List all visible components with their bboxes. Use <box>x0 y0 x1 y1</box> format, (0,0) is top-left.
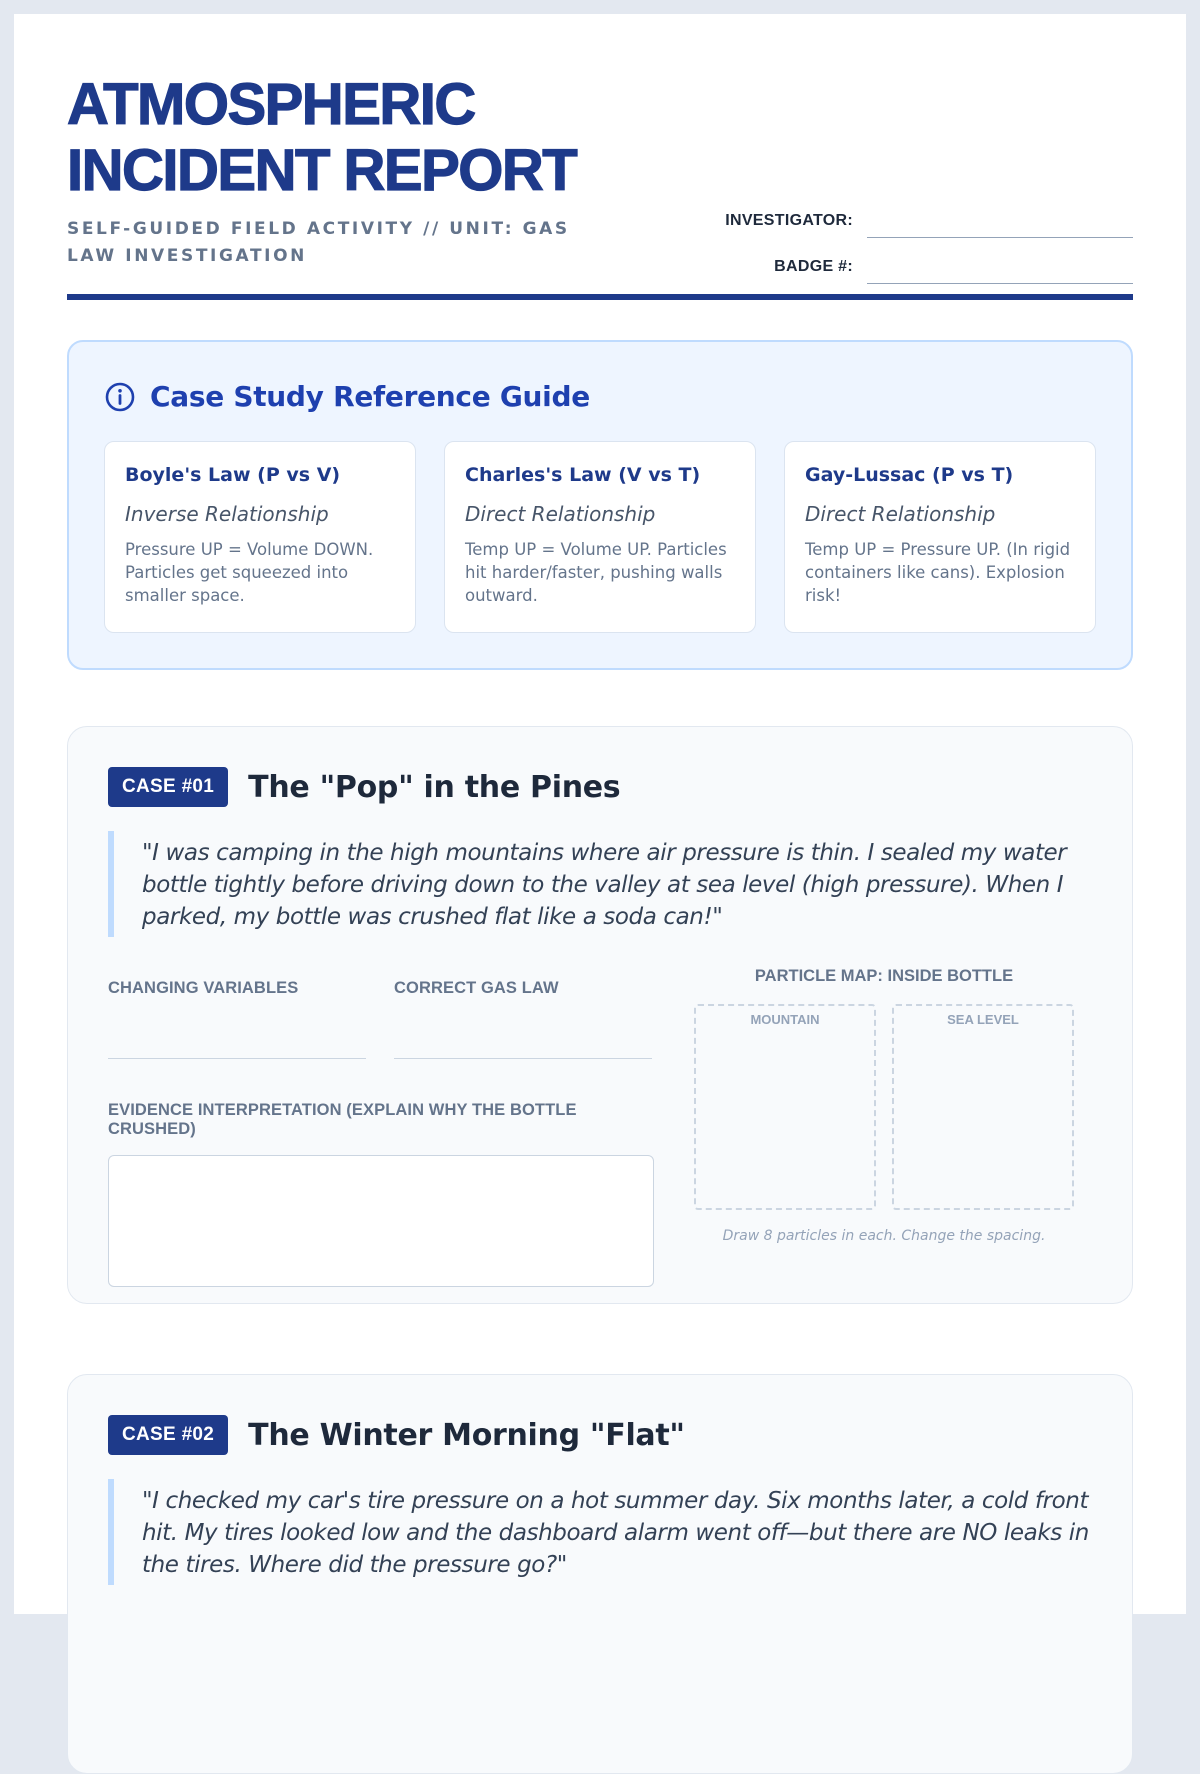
changing-variables-column <box>108 979 366 1059</box>
law-card-boyle <box>104 441 416 633</box>
particle-map-title: PARTICLE MAP: INSIDE BOTTLE <box>754 967 1014 985</box>
law-description: Pressure UP = Volume DOWN. Particles get squeezed into smaller space. <box>125 540 374 605</box>
analysis-section <box>108 967 654 1287</box>
reference-guide-title: Case Study Reference Guide <box>150 380 590 413</box>
reference-guide-header <box>104 380 1096 413</box>
report-title-line-1: ATMOSPHERIC <box>67 72 475 137</box>
law-relationship: Inverse Relationship <box>125 502 329 526</box>
case-card-02 <box>67 1374 1133 1774</box>
report-title <box>67 72 1133 204</box>
case-work-area <box>108 967 1092 1287</box>
worksheet-page <box>14 14 1186 1614</box>
evidence-interpretation-field[interactable] <box>108 1155 654 1287</box>
map-box-label: SEA LEVEL <box>947 1012 1019 1027</box>
identity-fields <box>723 192 1133 284</box>
correct-law-column <box>394 979 652 1059</box>
header-divider <box>67 294 1133 300</box>
badge-number-field[interactable] <box>867 253 1133 284</box>
case-number-badge: CASE #02 <box>108 1415 228 1455</box>
map-box-label: MOUNTAIN <box>750 1012 820 1027</box>
law-description: Temp UP = Pressure UP. (In rigid containers like cans). Explosion risk! <box>805 540 1071 605</box>
reference-guide <box>67 340 1133 670</box>
case-title: The "Pop" in the Pines <box>248 769 621 805</box>
case-card-01 <box>67 726 1133 1304</box>
variable-fields-row <box>108 979 654 1059</box>
particle-map-boxes <box>694 1004 1074 1210</box>
law-relationship: Direct Relationship <box>465 502 656 526</box>
badge-field-row <box>723 238 1133 284</box>
law-cards <box>104 441 1096 633</box>
particle-map-sea-level-box[interactable] <box>892 1004 1074 1210</box>
changing-variables-label: CHANGING VARIABLES <box>108 979 299 997</box>
investigator-label: INVESTIGATOR: <box>725 212 853 229</box>
report-title-line-2: INCIDENT REPORT <box>67 138 577 203</box>
case-title: The Winter Morning "Flat" <box>248 1417 685 1453</box>
correct-gas-law-label: CORRECT GAS LAW <box>394 979 559 997</box>
evidence-interpretation-label: EVIDENCE INTERPRETATION (EXPLAIN WHY THE BOTTLE CRUSHED) <box>108 1101 577 1138</box>
particle-map-section <box>694 967 1074 1287</box>
report-header <box>67 72 1133 294</box>
particle-map-instructions: Draw 8 particles in each. Change the spacing. <box>722 1228 1046 1244</box>
law-name: Boyle's Law (P vs V) <box>125 464 341 486</box>
investigator-field[interactable] <box>867 207 1133 238</box>
info-icon <box>104 381 136 413</box>
law-description: Temp UP = Volume UP. Particles hit harder/faster, pushing walls outward. <box>465 540 727 605</box>
law-card-gay-lussac <box>784 441 1096 633</box>
case-header <box>108 1415 1092 1455</box>
correct-gas-law-field[interactable] <box>394 998 652 1059</box>
particle-map-mountain-box[interactable] <box>694 1004 876 1210</box>
report-subtitle: SELF-GUIDED FIELD ACTIVITY // UNIT: GAS LAW INVESTIGATION <box>67 219 570 266</box>
law-card-charles <box>444 441 756 633</box>
law-relationship: Direct Relationship <box>805 502 996 526</box>
law-name: Gay-Lussac (P vs T) <box>805 464 1014 486</box>
investigator-field-row <box>723 192 1133 238</box>
case-testimony-quote: "I was camping in the high mountains where air pressure is thin. I sealed my water bottle tightly before driving down to the valley at sea level (high pressure). When I parked, my bottle was crushed flat like a soda can!" <box>108 831 1092 937</box>
case-header <box>108 767 1092 807</box>
case-number-badge: CASE #01 <box>108 767 228 807</box>
badge-label: BADGE #: <box>774 258 853 275</box>
case-testimony-quote: "I checked my car's tire pressure on a hot summer day. Six months later, a cold front hit. My tires looked low and the dashboard alarm went off—but there are NO leaks in the tires. Where did the pressure go?" <box>108 1479 1092 1585</box>
law-name: Charles's Law (V vs T) <box>465 464 701 486</box>
changing-variables-field[interactable] <box>108 998 366 1059</box>
